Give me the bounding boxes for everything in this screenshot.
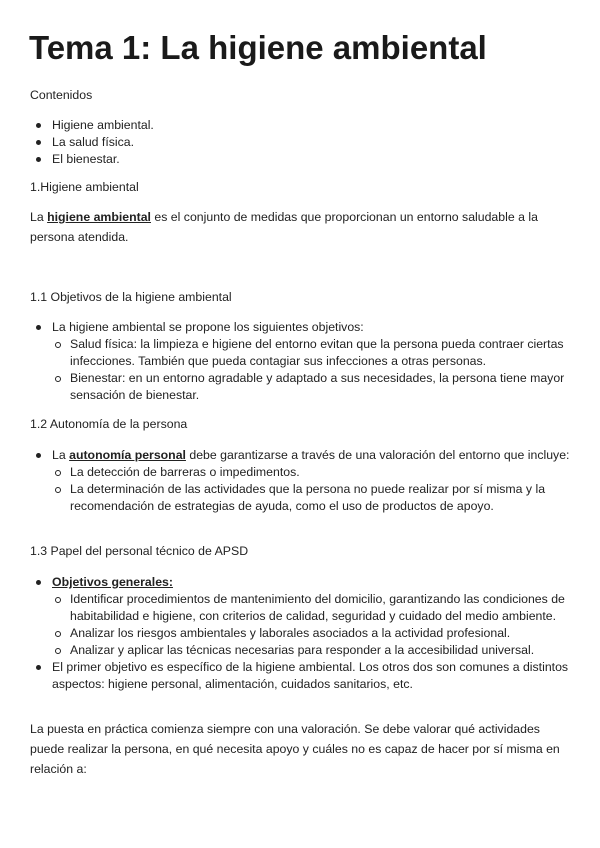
contents-label: Contenidos <box>30 88 93 102</box>
list-item <box>30 447 575 464</box>
section-heading: 1.3 Papel del personal técnico de APSD <box>30 544 249 558</box>
list-item <box>30 574 575 591</box>
text: La <box>30 210 48 224</box>
list-item: La salud física. <box>30 134 575 151</box>
sub-list-item: Analizar y aplicar las técnicas necesarias para responder a la accesibilidad universal. <box>30 642 575 659</box>
paragraph: La puesta en práctica comienza siempre con una valoración. Se debe valorar qué actividades puede realizar la persona, en qué necesita apoyo y cuáles no es capaz de hacer por sí misma en relación a: <box>30 722 560 776</box>
bold-term: Objetivos generales: <box>52 575 173 589</box>
paragraph <box>30 207 575 247</box>
bold-term: higiene ambiental <box>47 210 151 224</box>
bold-term: autonomía personal <box>69 448 186 462</box>
section-heading: 1.Higiene ambiental <box>30 180 139 194</box>
section-heading: 1.1 Objetivos de la higiene ambiental <box>30 290 232 304</box>
sub-list-item: La determinación de las actividades que la persona no puede realizar por sí misma y la recomendación de estrategias de ayuda, como el uso de productos de apoyo. <box>30 481 575 515</box>
text: debe garantizarse a través de una valoración del entorno que incluye: <box>185 448 570 462</box>
contents-list <box>30 117 575 168</box>
sub-list-item: Identificar procedimientos de mantenimiento del domicilio, garantizando las condiciones de habitabilidad e higiene, con criterios de calidad, seguridad y cuidado del medio ambiente. <box>30 591 575 625</box>
role-list <box>30 574 575 693</box>
text: es el conjunto de medidas que proporcionan un entorno saludable a la persona atendida. <box>30 210 538 244</box>
list-item: La higiene ambiental se propone los siguientes objetivos: <box>30 319 575 336</box>
page-title: Tema 1: La higiene ambiental <box>29 29 487 66</box>
section-heading: 1.2 Autonomía de la persona <box>30 417 188 431</box>
text: La <box>52 448 70 462</box>
sub-list-item: La detección de barreras o impedimentos. <box>30 464 575 481</box>
list-item: Higiene ambiental. <box>30 117 575 134</box>
sub-list-item: Bienestar: en un entorno agradable y adaptado a sus necesidades, la persona tiene mayor sensación de bienestar. <box>30 370 575 404</box>
list-item: El primer objetivo es específico de la higiene ambiental. Los otros dos son comunes a distintos aspectos: higiene personal, alimentación, cuidados sanitarios, etc. <box>30 659 575 693</box>
list-item: El bienestar. <box>30 151 575 168</box>
sub-list-item: Salud física: la limpieza e higiene del entorno evitan que la persona pueda contraer ciertas infecciones. También que pueda contagiar sus infecciones a otras personas. <box>30 336 575 370</box>
objectives-list <box>30 319 575 404</box>
autonomy-list <box>30 447 575 515</box>
sub-list-item: Analizar los riesgos ambientales y laborales asociados a la actividad profesional. <box>30 625 575 642</box>
